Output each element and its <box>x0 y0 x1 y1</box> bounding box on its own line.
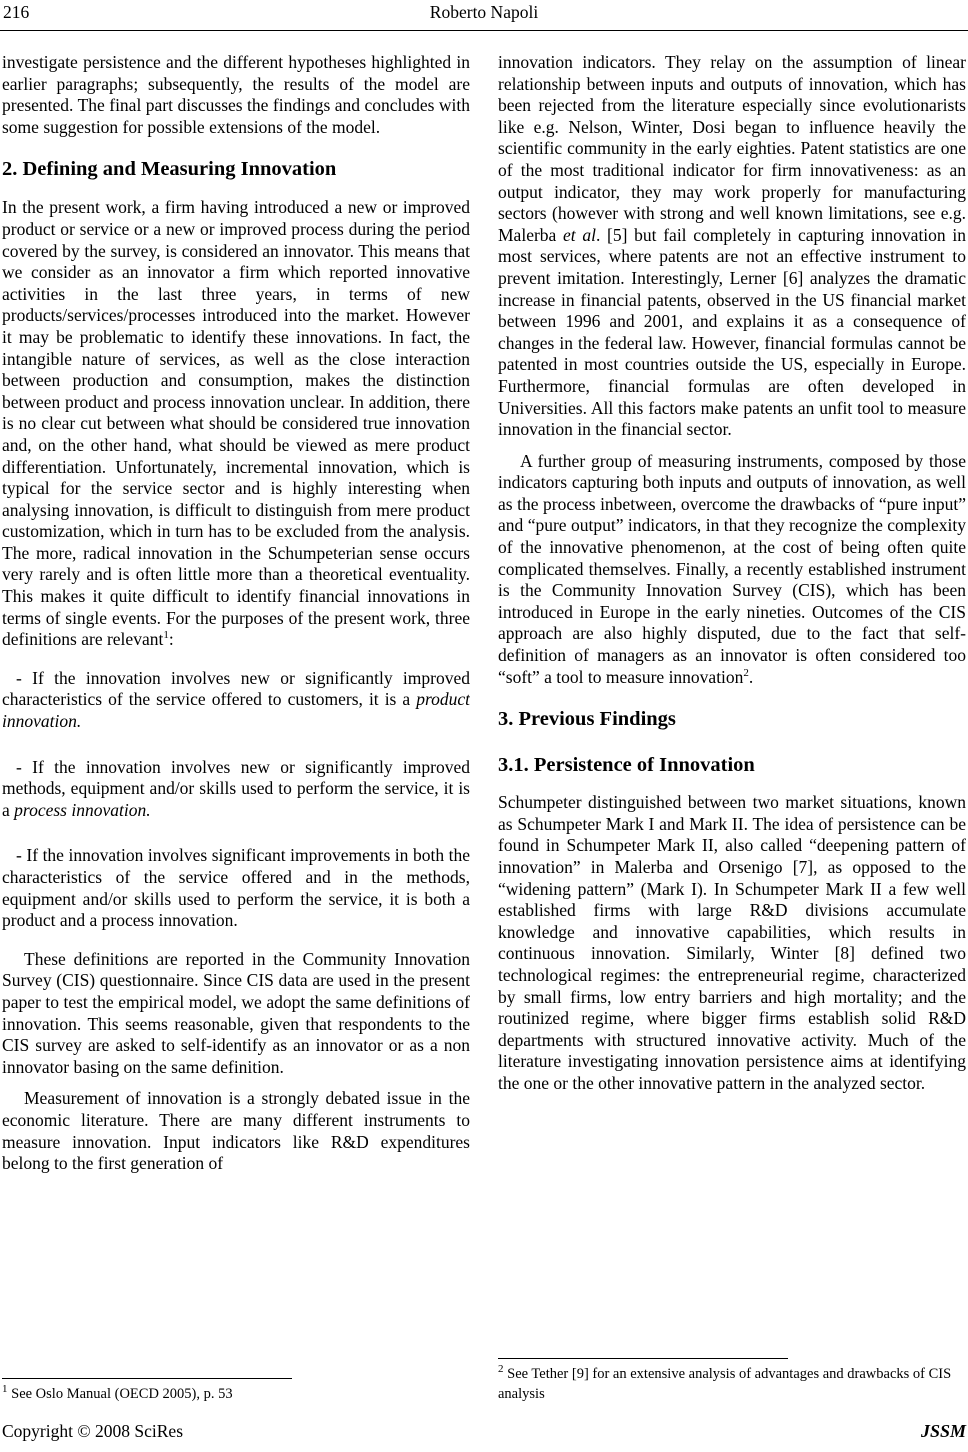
definition-product-term: product innovation. <box>2 689 470 732</box>
running-title: Roberto Napoli <box>429 2 539 22</box>
page-number: 216 <box>3 2 30 22</box>
definition-product-text: - If the innovation involves new or significantly improved characteristics of the service offered to customers, it is a <box>2 667 470 710</box>
paragraph-indicators-etal: et al <box>563 224 596 245</box>
footnote-divider-right <box>498 1358 788 1359</box>
paragraph-indicators-text-a: innovation indicators. They relay on the assumption of linear relationship between inputs and outputs of innovation, which has been rejected from the literature especially since evolutionarists like e.g. Nelson, Winter, Dosi began to influence heavily the scientific community in the early eighties. Patent statistics are one of the most traditional indicator for firm innovativeness: as an output indicator, they may work properly for manufacturing sectors (however with strong and well known limitations, see e.g. Malerba <box>498 52 966 245</box>
header-divider <box>0 30 968 31</box>
footnote-1-body: See Oslo Manual (OECD 2005), p. 53 <box>7 1385 233 1402</box>
right-column <box>498 52 966 1404</box>
paragraph-intro-continuation: investigate persistence and the different hypotheses highlighted in earlier paragraphs; subsequently, the results of the model are presented. The final part discusses the findings and concludes with some suggestion for possible extensions of the model. <box>2 52 470 137</box>
paragraph-further-text: A further group of measuring instruments, composed by those indicators capturing both inputs and outputs of innovation, as well as the process inbetween, overcome the drawbacks of “pure input” and “pure output” indicators, in that they recognize the complexity of the innovative phenomenon, at the cost of being often quite complicated themselves. Finally, a recently established instrument is the Community Innovation Survey (CIS), which has been introduced in Europe in the early nineties. Outcomes of the CIS approach are also highly disputed, due to the fact that self-definition of managers as an innovator is often considered too “soft” a tool to measure innovation <box>498 450 966 687</box>
paragraph-further-group <box>498 451 966 689</box>
paragraph-defining-text: In the present work, a firm having introduced a new or improved product or service or a new or improved process during the period covered by the survey, is considered an innovator. This means that we consider as an innovator a firm which reported innovative activities in the last three years, in terms of new products/services/processes introduced into the market. However it may be problematic to identify these innovations. In fact, the intangible nature of services, as well as the close interaction between production and consumption, makes the distinction between product and process innovation unclear. In addition, there is no clear cut between what should be considered true innovation and, on the other hand, what should be viewed as mere product differentiation. Unfortunately, incremental innovation, which is typical for the service sector and is highly interesting when analysing innovation, is difficult to distinguish from mere product customization, which in turn has to be excluded from the analysis. The more, radical innovation in the Schumpeterian sense occurs very rarely and is often little more than a theoretical eventuality. This makes it quite difficult to identify financial innovations in terms of single events. For the purposes of the present work, three definitions are relevant <box>2 197 470 650</box>
subsection-heading-persistence: 3.1. Persistence of Innovation <box>498 754 755 777</box>
page-header <box>0 2 968 28</box>
left-column <box>2 52 470 1404</box>
footnote-1-text <box>2 1382 470 1405</box>
footnote-1 <box>2 1378 470 1405</box>
paragraph-defining-colon: : <box>168 629 174 650</box>
footnote-2-marker: 2 <box>498 1363 504 1376</box>
two-column-body <box>2 52 966 1404</box>
paragraph-indicators-text-b: . [5] but fail completely in capturing innovation in most services, where patents are not an effective instrument to prevent imitation. Interestingly, Lerner [6] analyzes the dramatic increase in financial patents, observed in the US financial market between 1996 and 2001, and explains it as a consequence of changes in the federal law. However, financial formulas cannot be patented in most countries outside the US, especially in Europe. Furthermore, financial formulas are often developed in Universities. All this factors make patents an unfit tool to measure innovation in the financial sector. <box>498 224 966 440</box>
definition-product-innovation <box>2 668 470 733</box>
footnote-2 <box>498 1358 966 1404</box>
journal-logo-jssm: JSSM <box>920 1421 966 1441</box>
footnote-2-body: See Tether [9] for an extensive analysis of advantages and drawbacks of CIS analysis <box>498 1366 952 1402</box>
paragraph-defining <box>2 197 470 650</box>
paragraph-schumpeter: Schumpeter distinguished between two market situations, known as Schumpeter Mark I and Mark II. The idea of persistence can be found in Schumpeter Mark II, also called “deepening pattern of innovation” in Malerba and Orsenigo [7], as opposed to the “widening pattern” (Mark I). In Schumpeter Mark II a few well established firms with large R&D divisions accumulate knowledge and innovative capabilities, which results in continuous innovation. Similarly, Winter [8] defined two technological regimes: the entrepreneurial regime, characterized by small firms, low entry barriers and high mortality; and the routinized regime, where bigger firms establish solid R&D departments with structured innovative activity. Much of the literature investigating innovation persistence aims at identifying the one or the other innovative pattern in the analyzed sector. <box>498 792 966 1093</box>
paragraph-cis-definitions: These definitions are reported in the Community Innovation Survey (CIS) questionnaire. Since CIS data are used in the present paper to test the empirical model, we adopt the same definitions of innovation. This seems reasonable, given that respondents to the CIS survey are asked to self-identify as an innovator or as a non innovator basing on the same definition. <box>2 948 470 1077</box>
paragraph-measurement: Measurement of innovation is a strongly debated issue in the economic literature. There are many different instruments to measure innovation. Input indicators like R&D expenditures belong to the first generation of <box>2 1088 470 1174</box>
section-heading-previous-findings: 3. Previous Findings <box>498 708 676 731</box>
footnote-2-text <box>498 1365 966 1404</box>
page-footer <box>2 1418 966 1442</box>
footnote-ref-2: 2 <box>743 666 749 679</box>
footnote-1-marker: 1 <box>2 1382 8 1395</box>
copyright-notice: Copyright © 2008 SciRes <box>2 1421 184 1441</box>
definition-process-innovation <box>2 757 470 822</box>
footnote-ref-1: 1 <box>163 629 169 642</box>
paragraph-further-period: . <box>748 666 754 687</box>
definition-both-innovation: - If the innovation involves significant improvements in both the characteristics of the service offered and in the methods, equipment and/or skills used to perform the service, it is both a product and a process innovation. <box>2 845 470 931</box>
definition-process-text: - If the innovation involves new or significantly improved methods, equipment and/or skills used to perform the service, it is a <box>2 756 470 820</box>
section-heading-defining-innovation: 2. Defining and Measuring Innovation <box>2 158 337 181</box>
definition-process-term: process innovation. <box>14 799 151 820</box>
paragraph-indicators <box>498 52 966 441</box>
footnote-divider-left <box>2 1378 292 1379</box>
